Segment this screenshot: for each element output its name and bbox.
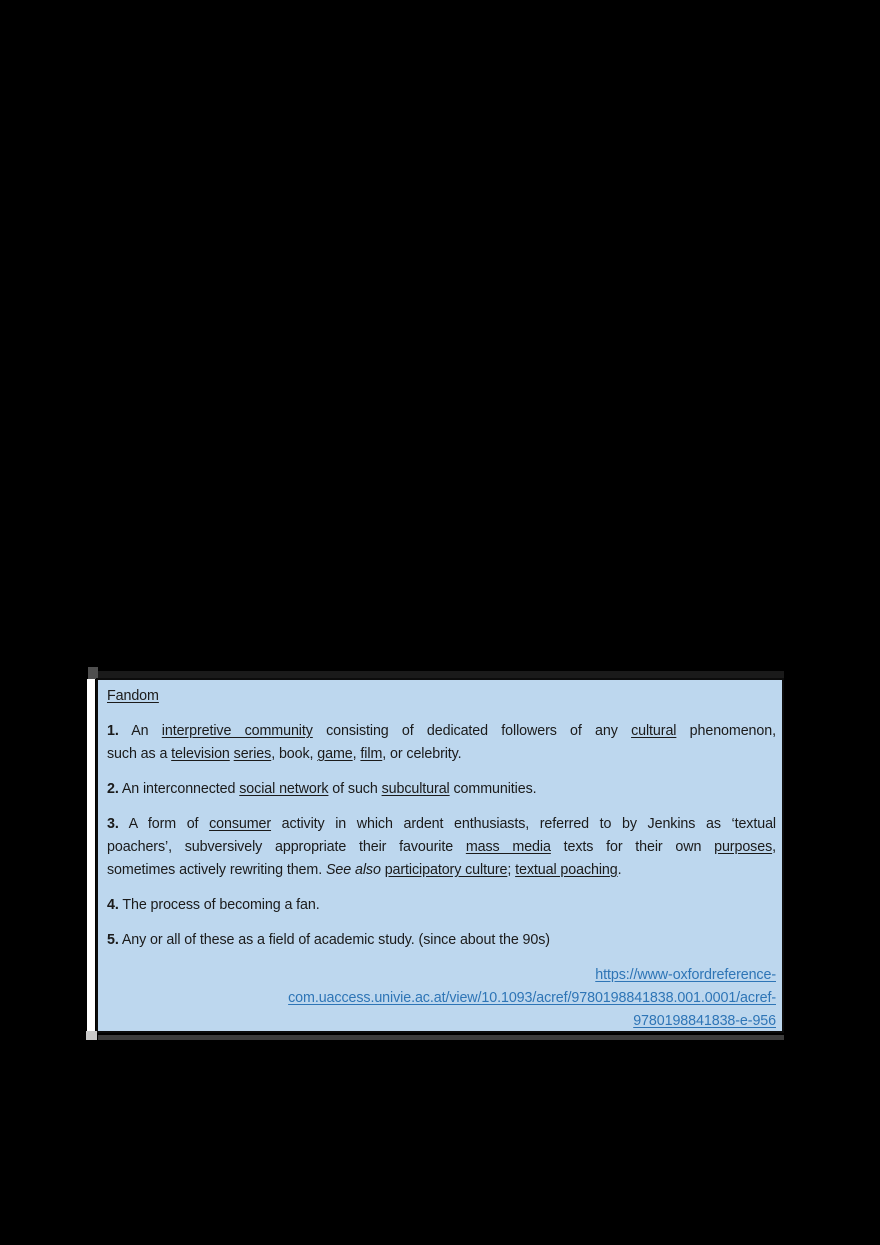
text-segment: An xyxy=(118,723,162,739)
source-link-line[interactable]: https://www-oxfordreference- xyxy=(595,967,776,983)
definition-paragraph xyxy=(107,778,776,801)
text-segment: , book, xyxy=(271,746,318,762)
linked-term: social network xyxy=(239,781,329,797)
entry-title: Fandom xyxy=(107,688,159,704)
corner-marker-bottom xyxy=(86,1031,97,1040)
text-segment: consisting of dedicated followers of any xyxy=(312,723,632,739)
text-segment: The process of becoming a fan. xyxy=(118,897,320,913)
text-segment: ; xyxy=(507,862,516,878)
text-segment: sometimes actively rewriting them. xyxy=(107,862,326,878)
linked-term: game xyxy=(317,746,353,762)
linked-term: participatory culture xyxy=(384,862,508,878)
linked-term: subcultural xyxy=(381,781,450,797)
text-segment: An interconnected xyxy=(118,781,240,797)
text-line xyxy=(107,720,776,743)
text-segment: 4. xyxy=(107,897,119,913)
text-segment: Any or all of these as a field of academic study. (since about the 90s) xyxy=(118,932,550,948)
text-segment: 5. xyxy=(107,932,119,948)
textbox-top-shadow xyxy=(98,671,784,678)
linked-term: series xyxy=(233,746,272,762)
textbox-bottom-shadow xyxy=(98,1035,784,1040)
page-edge-strip xyxy=(87,679,95,1032)
text-segment: of such xyxy=(328,781,382,797)
definition-paragraph xyxy=(107,813,776,882)
linked-term: film xyxy=(360,746,383,762)
linked-term: interpretive community xyxy=(161,723,313,739)
definitions xyxy=(107,720,776,952)
text-line xyxy=(107,743,776,766)
linked-term: textual poaching xyxy=(515,862,618,878)
source-link-line[interactable]: 9780198841838-e-956 xyxy=(633,1013,776,1029)
text-segment: communities. xyxy=(449,781,537,797)
definition-paragraph xyxy=(107,929,776,952)
text-segment: A form of xyxy=(118,816,210,832)
text-line xyxy=(107,836,776,859)
text-segment: texts for their own xyxy=(550,839,715,855)
linked-term: purposes xyxy=(714,839,773,855)
linked-term: mass media xyxy=(465,839,551,855)
text-segment: 3. xyxy=(107,816,119,832)
text-line xyxy=(107,813,776,836)
source-link[interactable] xyxy=(107,964,776,1033)
text-segment: poachers’, subversively appropriate their favourite xyxy=(107,839,466,855)
text-segment: , or celebrity. xyxy=(382,746,462,762)
text-line xyxy=(107,778,776,801)
text-segment: , xyxy=(352,746,361,762)
text-segment: phenomenon, xyxy=(676,723,776,739)
text-segment: 1. xyxy=(107,723,119,739)
definition-textbox xyxy=(96,678,784,1033)
text-line xyxy=(107,929,776,952)
source-link-line[interactable]: com.uaccess.univie.ac.at/view/10.1093/acref/9780198841838.001.0001/acref- xyxy=(288,990,776,1006)
linked-term: consumer xyxy=(209,816,272,832)
text-segment: such as a xyxy=(107,746,172,762)
linked-term: cultural xyxy=(631,723,677,739)
linked-term: television xyxy=(171,746,230,762)
text-segment: , xyxy=(772,839,776,855)
definition-paragraph xyxy=(107,720,776,766)
text-segment: activity in which ardent enthusiasts, referred to by Jenkins as ‘textual xyxy=(271,816,777,832)
definition-paragraph xyxy=(107,894,776,917)
text-segment: 2. xyxy=(107,781,119,797)
text-line xyxy=(107,894,776,917)
text-segment: See also xyxy=(325,862,381,878)
text-line xyxy=(107,859,776,882)
text-segment: . xyxy=(617,862,622,878)
